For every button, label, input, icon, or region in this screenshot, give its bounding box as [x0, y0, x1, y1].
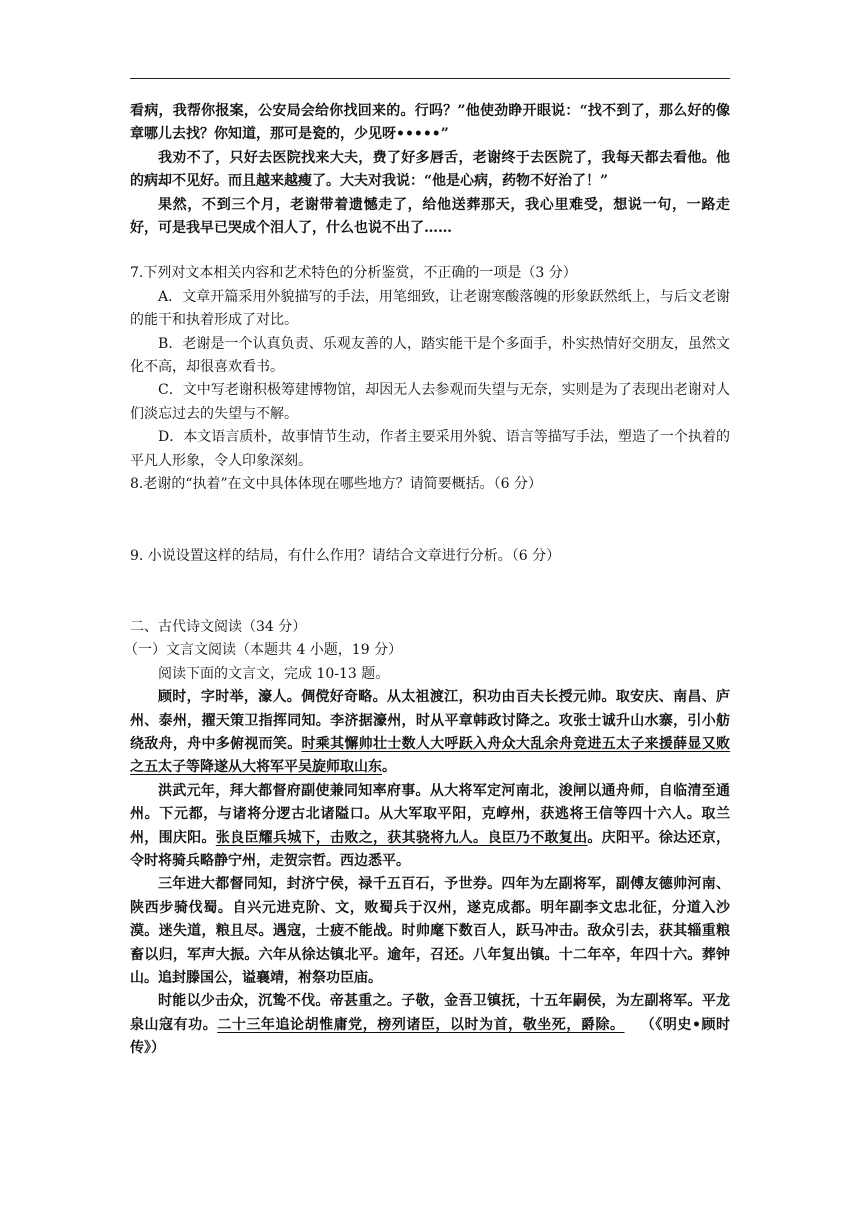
answer-space-9 [130, 568, 730, 616]
question-7-option-c: C．文中写老谢积极筹建博物馆，却因无人去参观而失望与无奈，实则是为了表现出老谢对人们淡忘过去的失望与不解。 [130, 382, 730, 422]
classical-p4-text: 时能以少击众，沉鸷不伐。帝甚重之。子敬，金吾卫镇抚，十五年嗣侯，为左副将军。平龙泉山寇有功。 [130, 993, 730, 1033]
question-8: 8.老谢的“执着”在文中具体体现在哪些地方？请简要概括。（6 分） [130, 476, 543, 493]
answer-space-8 [130, 497, 730, 545]
classical-paragraph-2 [130, 780, 730, 874]
classical-p2-text-b: 。庆阳平。徐达还京，令时将骑兵略静宁州，走贺宗哲。西边悉平。 [130, 829, 731, 869]
spacer [130, 240, 730, 262]
translation-underline-2: 张良臣耀兵城下，击败之，获其骁将九人。良臣乃不敢复出 [215, 829, 588, 846]
story-paragraph-2: 我劝不了，只好去医院找来大夫，费了好多唇舌，老谢终于去医院了，我每天都去看他。他的病却不见好。而且越来越瘦了。大夫对我说：“他是心病，药物不好治了！” [130, 149, 730, 190]
section-2-instruction: 阅读下面的文言文，完成 10-13 题。 [158, 665, 390, 682]
header-rule [130, 78, 730, 79]
classical-p2-text-a: 洪武元年，拜大都督府副使兼同知率府事。从大将军定河南北，浚闸以通舟师，自临清至通州。下元都，与诸将分逻古北诸隘口。从大军取平阳，克崞州，获逃将王信等四十六人。取兰州，围庆阳。 [130, 782, 730, 846]
question-7-stem: 7.下列对文本相关内容和艺术特色的分析鉴赏，不正确的一项是（3 分） [130, 265, 577, 282]
question-7-option-b: B．老谢是一个认真负责、乐观友善的人，踏实能干是个多面手，朴实热情好交朋友，虽然文化不高，却很喜欢看书。 [130, 335, 730, 376]
translation-underline-3: 二十三年追论胡惟庸党，榜列诸臣，以时为首，敬坐死，爵除。 [217, 1016, 625, 1033]
question-7-option-a: A．文章开篇采用外貌描写的手法，用笔细致，让老谢寒酸落魄的形象跃然纸上，与后文老谢的能干和执着形成了对比。 [130, 288, 730, 329]
classical-p1-text: 顾时，字时举，濠人。倜傥好奇略。从太祖渡江，积功由百夫长授元帅。取安庆、南昌、庐州、泰州，擢天策卫指挥同知。李济据濠州，时从平章韩政讨降之。攻张士诚升山水寨，引小舫绕敌舟，舟中多俯视而笑。 [130, 689, 730, 752]
question-9: 9. 小说设置这样的结局，有什么作用？请结合文章进行分析。（6 分） [130, 547, 561, 564]
section-2-title: 二、古代诗文阅读（34 分） [130, 618, 307, 635]
question-7-option-d: D．本文语言质朴，故事情节生动，作者主要采用外貌、语言等描写手法，塑造了一个执着的平凡人形象，令人印象深刻。 [130, 429, 730, 469]
classical-paragraph-4 [130, 990, 730, 1060]
classical-paragraph-3: 三年进大都督同知，封济宁侯，禄千五百石，予世券。四年为左副将军，副傅友德帅河南、陕西步骑伐蜀。自兴元进克阶、文，败蜀兵于汉州，遂克成都。明年副李文忠北征，分道入沙漠。迷失道，粮且尽。遇寇，士疲不能战。时帅麾下数百人，跃马冲击。敌众引去，获其辎重粮畜以归，军声大振。六年从徐达镇北平。逾年，召还。八年复出镇。十二年卒，年四十六。葬钟山。追封滕国公，谥襄靖，祔祭功臣庙。 [130, 876, 730, 986]
classical-paragraph-1 [130, 686, 730, 780]
story-paragraph-1: 看病，我帮你报案，公安局会给你找回来的。行吗？”他使劲睁开眼说：“找不到了，那么好的像章哪儿去找？你知道，那可是瓷的，少见呀•••••” [130, 103, 730, 143]
story-paragraph-3: 果然，不到三个月，老谢带着遗憾走了，给他送葬那天，我心里难受，想说一句，一路走好，可是我早已哭成个泪人了，什么也说不出了…… [130, 196, 730, 237]
source-citation: （《明史•顾时传》） [130, 1016, 731, 1057]
translation-underline-1: 时乘其懈帅壮士数人大呼跃入舟众大乱余舟竞进五太子来援薛显又败之五太子等降遂从大将军平吴旋师取山东 [130, 735, 731, 776]
classical-p1-end: 。 [382, 759, 396, 776]
document-body [124, 100, 731, 1061]
section-2-subtitle: （一）文言文阅读（本题共 4 小题，19 分） [124, 642, 403, 659]
